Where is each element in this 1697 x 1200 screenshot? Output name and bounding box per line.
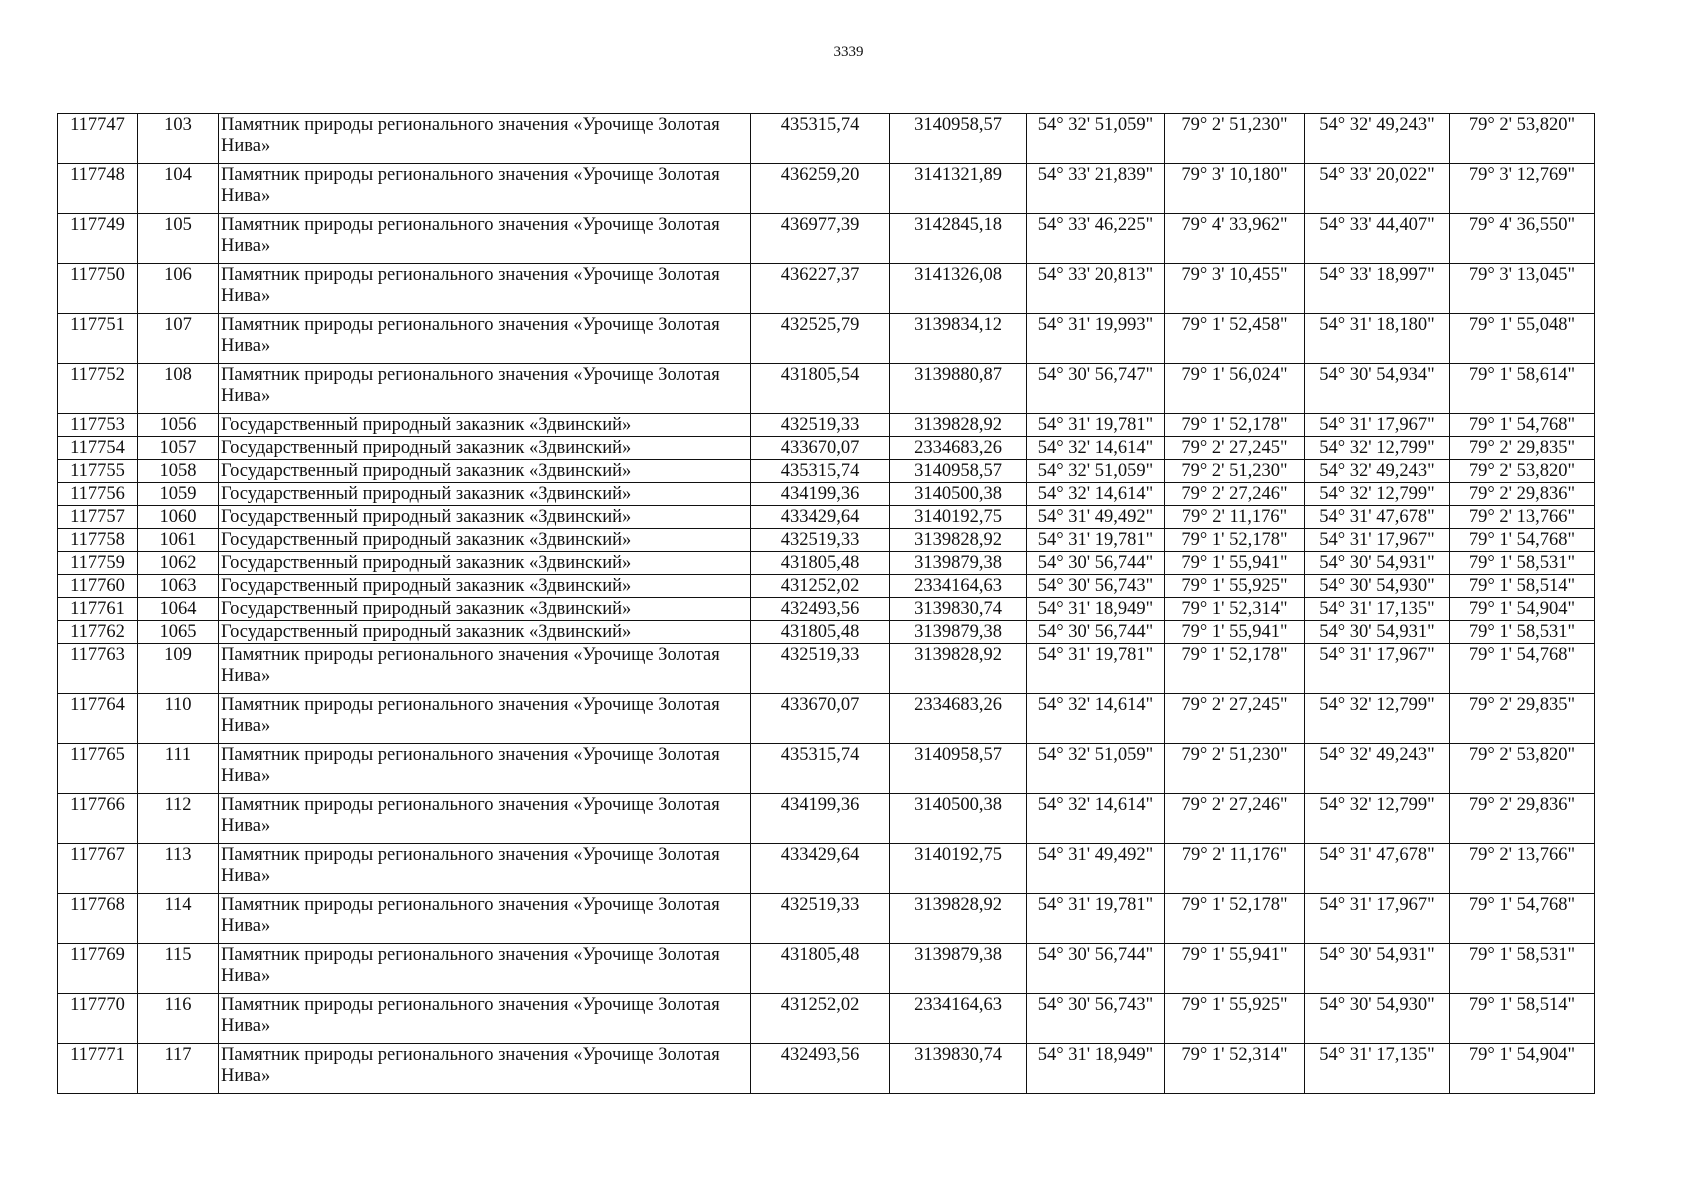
cell-record-id: 117767	[58, 844, 138, 894]
cell-longitude-2: 79° 2' 29,835"	[1450, 694, 1595, 744]
cell-latitude-1: 54° 32' 51,059"	[1027, 114, 1165, 164]
cell-coord-x: 433429,64	[751, 506, 890, 529]
cell-latitude-1: 54° 33' 20,813"	[1027, 264, 1165, 314]
cell-object-name: Памятник природы регионального значения «Урочище Золотая Нива»	[219, 214, 751, 264]
cell-longitude-1: 79° 2' 27,246"	[1165, 483, 1305, 506]
cell-coord-x: 433670,07	[751, 694, 890, 744]
cell-record-id: 117751	[58, 314, 138, 364]
cell-latitude-1: 54° 30' 56,744"	[1027, 944, 1165, 994]
cell-object-name: Памятник природы регионального значения «Урочище Золотая Нива»	[219, 894, 751, 944]
cell-record-id: 117752	[58, 364, 138, 414]
cell-longitude-2: 79° 4' 36,550"	[1450, 214, 1595, 264]
cell-point-number: 114	[138, 894, 219, 944]
cell-coord-y: 3140500,38	[890, 794, 1027, 844]
cell-latitude-1: 54° 32' 51,059"	[1027, 460, 1165, 483]
cell-object-name: Памятник природы регионального значения «Урочище Золотая Нива»	[219, 364, 751, 414]
cell-longitude-2: 79° 1' 58,531"	[1450, 552, 1595, 575]
cell-longitude-1: 79° 1' 56,024"	[1165, 364, 1305, 414]
cell-point-number: 1059	[138, 483, 219, 506]
cell-latitude-1: 54° 31' 19,781"	[1027, 894, 1165, 944]
cell-point-number: 117	[138, 1044, 219, 1094]
cell-longitude-2: 79° 1' 55,048"	[1450, 314, 1595, 364]
cell-coord-x: 432493,56	[751, 598, 890, 621]
cell-point-number: 104	[138, 164, 219, 214]
cell-object-name: Государственный природный заказник «Здвинский»	[219, 414, 751, 437]
table-row	[58, 214, 1595, 264]
cell-coord-y: 2334683,26	[890, 437, 1027, 460]
cell-object-name: Памятник природы регионального значения «Урочище Золотая Нива»	[219, 314, 751, 364]
cell-longitude-1: 79° 4' 33,962"	[1165, 214, 1305, 264]
cell-coord-y: 3140192,75	[890, 844, 1027, 894]
cell-latitude-1: 54° 30' 56,743"	[1027, 994, 1165, 1044]
cell-coord-x: 433670,07	[751, 437, 890, 460]
cell-longitude-2: 79° 1' 58,531"	[1450, 621, 1595, 644]
cell-longitude-1: 79° 2' 51,230"	[1165, 114, 1305, 164]
cell-latitude-1: 54° 31' 18,949"	[1027, 1044, 1165, 1094]
table-row	[58, 575, 1595, 598]
cell-latitude-1: 54° 32' 14,614"	[1027, 694, 1165, 744]
cell-longitude-2: 79° 1' 54,768"	[1450, 414, 1595, 437]
table-row	[58, 114, 1595, 164]
cell-point-number: 1056	[138, 414, 219, 437]
table-row	[58, 744, 1595, 794]
cell-coord-x: 436977,39	[751, 214, 890, 264]
table-row	[58, 621, 1595, 644]
cell-longitude-1: 79° 1' 55,941"	[1165, 944, 1305, 994]
cell-coord-y: 3139879,38	[890, 552, 1027, 575]
cell-coord-y: 2334164,63	[890, 575, 1027, 598]
cell-longitude-2: 79° 2' 29,836"	[1450, 483, 1595, 506]
cell-latitude-2: 54° 31' 18,180"	[1305, 314, 1450, 364]
cell-longitude-1: 79° 2' 51,230"	[1165, 744, 1305, 794]
cell-coord-y: 3139834,12	[890, 314, 1027, 364]
cell-coord-x: 431252,02	[751, 575, 890, 598]
cell-latitude-1: 54° 31' 19,781"	[1027, 644, 1165, 694]
cell-point-number: 116	[138, 994, 219, 1044]
cell-longitude-2: 79° 2' 13,766"	[1450, 506, 1595, 529]
cell-longitude-2: 79° 1' 58,514"	[1450, 994, 1595, 1044]
cell-object-name: Памятник природы регионального значения «Урочище Золотая Нива»	[219, 264, 751, 314]
cell-coord-x: 432493,56	[751, 1044, 890, 1094]
cell-longitude-2: 79° 1' 54,768"	[1450, 894, 1595, 944]
page-number: 3339	[833, 44, 864, 60]
cell-object-name: Памятник природы регионального значения «Урочище Золотая Нива»	[219, 694, 751, 744]
cell-longitude-2: 79° 1' 58,514"	[1450, 575, 1595, 598]
cell-latitude-2: 54° 30' 54,931"	[1305, 552, 1450, 575]
cell-object-name: Государственный природный заказник «Здвинский»	[219, 552, 751, 575]
cell-longitude-2: 79° 2' 53,820"	[1450, 744, 1595, 794]
cell-longitude-2: 79° 1' 54,904"	[1450, 1044, 1595, 1094]
cell-latitude-1: 54° 32' 51,059"	[1027, 744, 1165, 794]
cell-longitude-1: 79° 1' 52,178"	[1165, 414, 1305, 437]
cell-point-number: 106	[138, 264, 219, 314]
table-row	[58, 437, 1595, 460]
cell-latitude-2: 54° 33' 44,407"	[1305, 214, 1450, 264]
cell-latitude-2: 54° 32' 12,799"	[1305, 483, 1450, 506]
cell-longitude-1: 79° 3' 10,180"	[1165, 164, 1305, 214]
cell-record-id: 117770	[58, 994, 138, 1044]
cell-longitude-2: 79° 3' 13,045"	[1450, 264, 1595, 314]
cell-latitude-2: 54° 31' 17,967"	[1305, 894, 1450, 944]
cell-point-number: 107	[138, 314, 219, 364]
cell-latitude-2: 54° 31' 17,967"	[1305, 529, 1450, 552]
cell-longitude-2: 79° 2' 53,820"	[1450, 460, 1595, 483]
cell-object-name: Памятник природы регионального значения «Урочище Золотая Нива»	[219, 844, 751, 894]
cell-point-number: 1058	[138, 460, 219, 483]
cell-record-id: 117768	[58, 894, 138, 944]
cell-coord-x: 434199,36	[751, 483, 890, 506]
cell-record-id: 117760	[58, 575, 138, 598]
cell-longitude-2: 79° 2' 13,766"	[1450, 844, 1595, 894]
cell-object-name: Памятник природы регионального значения «Урочище Золотая Нива»	[219, 164, 751, 214]
cell-coord-x: 431805,54	[751, 364, 890, 414]
table-row	[58, 694, 1595, 744]
cell-latitude-1: 54° 33' 46,225"	[1027, 214, 1165, 264]
cell-record-id: 117756	[58, 483, 138, 506]
cell-longitude-1: 79° 2' 27,246"	[1165, 794, 1305, 844]
cell-record-id: 117766	[58, 794, 138, 844]
cell-coord-x: 431805,48	[751, 944, 890, 994]
cell-object-name: Государственный природный заказник «Здвинский»	[219, 460, 751, 483]
table-row	[58, 483, 1595, 506]
cell-coord-y: 3142845,18	[890, 214, 1027, 264]
cell-object-name: Памятник природы регионального значения «Урочище Золотая Нива»	[219, 744, 751, 794]
cell-longitude-1: 79° 2' 11,176"	[1165, 506, 1305, 529]
cell-coord-y: 3139828,92	[890, 644, 1027, 694]
cell-record-id: 117759	[58, 552, 138, 575]
cell-point-number: 1063	[138, 575, 219, 598]
cell-coord-y: 3140192,75	[890, 506, 1027, 529]
cell-point-number: 105	[138, 214, 219, 264]
cell-longitude-1: 79° 1' 55,925"	[1165, 575, 1305, 598]
cell-object-name: Государственный природный заказник «Здвинский»	[219, 575, 751, 598]
cell-record-id: 117753	[58, 414, 138, 437]
cell-coord-x: 436259,20	[751, 164, 890, 214]
cell-coord-y: 3141321,89	[890, 164, 1027, 214]
table-row	[58, 552, 1595, 575]
cell-coord-x: 434199,36	[751, 794, 890, 844]
cell-latitude-1: 54° 30' 56,747"	[1027, 364, 1165, 414]
cell-longitude-2: 79° 1' 54,768"	[1450, 529, 1595, 552]
cell-longitude-1: 79° 1' 52,458"	[1165, 314, 1305, 364]
cell-coord-y: 3139879,38	[890, 621, 1027, 644]
cell-object-name: Государственный природный заказник «Здвинский»	[219, 598, 751, 621]
cell-latitude-1: 54° 30' 56,744"	[1027, 552, 1165, 575]
cell-point-number: 108	[138, 364, 219, 414]
cell-latitude-2: 54° 30' 54,931"	[1305, 944, 1450, 994]
cell-coord-x: 431805,48	[751, 621, 890, 644]
cell-longitude-1: 79° 1' 52,178"	[1165, 894, 1305, 944]
cell-longitude-2: 79° 1' 58,614"	[1450, 364, 1595, 414]
table-row	[58, 364, 1595, 414]
cell-latitude-2: 54° 32' 12,799"	[1305, 437, 1450, 460]
cell-longitude-2: 79° 3' 12,769"	[1450, 164, 1595, 214]
cell-longitude-1: 79° 2' 27,245"	[1165, 437, 1305, 460]
cell-latitude-1: 54° 31' 19,993"	[1027, 314, 1165, 364]
cell-object-name: Государственный природный заказник «Здвинский»	[219, 437, 751, 460]
cell-latitude-2: 54° 31' 17,135"	[1305, 1044, 1450, 1094]
cell-longitude-1: 79° 1' 55,941"	[1165, 621, 1305, 644]
cell-longitude-1: 79° 1' 52,178"	[1165, 644, 1305, 694]
cell-latitude-2: 54° 30' 54,934"	[1305, 364, 1450, 414]
cell-longitude-2: 79° 1' 58,531"	[1450, 944, 1595, 994]
table-row	[58, 164, 1595, 214]
cell-coord-x: 433429,64	[751, 844, 890, 894]
cell-latitude-2: 54° 30' 54,930"	[1305, 575, 1450, 598]
cell-latitude-1: 54° 31' 49,492"	[1027, 506, 1165, 529]
cell-latitude-1: 54° 32' 14,614"	[1027, 483, 1165, 506]
cell-point-number: 1061	[138, 529, 219, 552]
cell-longitude-1: 79° 2' 51,230"	[1165, 460, 1305, 483]
cell-coord-x: 435315,74	[751, 460, 890, 483]
cell-latitude-2: 54° 32' 49,243"	[1305, 744, 1450, 794]
cell-point-number: 110	[138, 694, 219, 744]
cell-longitude-1: 79° 3' 10,455"	[1165, 264, 1305, 314]
cell-record-id: 117757	[58, 506, 138, 529]
cell-longitude-1: 79° 1' 52,178"	[1165, 529, 1305, 552]
cell-latitude-1: 54° 31' 19,781"	[1027, 529, 1165, 552]
cell-coord-y: 3139830,74	[890, 598, 1027, 621]
cell-longitude-2: 79° 2' 29,836"	[1450, 794, 1595, 844]
cell-latitude-2: 54° 33' 18,997"	[1305, 264, 1450, 314]
cell-coord-x: 432519,33	[751, 644, 890, 694]
cell-coord-y: 3140958,57	[890, 114, 1027, 164]
cell-point-number: 1062	[138, 552, 219, 575]
table-row	[58, 944, 1595, 994]
cell-object-name: Памятник природы регионального значения «Урочище Золотая Нива»	[219, 994, 751, 1044]
cell-point-number: 112	[138, 794, 219, 844]
cell-record-id: 117762	[58, 621, 138, 644]
coordinates-table	[57, 113, 1595, 1094]
cell-coord-y: 2334164,63	[890, 994, 1027, 1044]
cell-coord-x: 432519,33	[751, 529, 890, 552]
cell-coord-x: 432525,79	[751, 314, 890, 364]
cell-point-number: 103	[138, 114, 219, 164]
cell-point-number: 1057	[138, 437, 219, 460]
cell-object-name: Памятник природы регионального значения «Урочище Золотая Нива»	[219, 644, 751, 694]
cell-longitude-1: 79° 2' 27,245"	[1165, 694, 1305, 744]
cell-latitude-2: 54° 32' 12,799"	[1305, 694, 1450, 744]
cell-point-number: 113	[138, 844, 219, 894]
cell-latitude-2: 54° 33' 20,022"	[1305, 164, 1450, 214]
cell-longitude-1: 79° 1' 55,941"	[1165, 552, 1305, 575]
cell-coord-x: 432519,33	[751, 414, 890, 437]
cell-latitude-1: 54° 30' 56,743"	[1027, 575, 1165, 598]
cell-record-id: 117771	[58, 1044, 138, 1094]
cell-latitude-1: 54° 30' 56,744"	[1027, 621, 1165, 644]
cell-record-id: 117754	[58, 437, 138, 460]
cell-coord-y: 3139828,92	[890, 414, 1027, 437]
cell-latitude-1: 54° 31' 18,949"	[1027, 598, 1165, 621]
cell-latitude-1: 54° 32' 14,614"	[1027, 794, 1165, 844]
table-row	[58, 644, 1595, 694]
cell-latitude-2: 54° 31' 47,678"	[1305, 506, 1450, 529]
cell-record-id: 117749	[58, 214, 138, 264]
cell-object-name: Памятник природы регионального значения «Урочище Золотая Нива»	[219, 794, 751, 844]
table-row	[58, 994, 1595, 1044]
cell-latitude-2: 54° 32' 49,243"	[1305, 460, 1450, 483]
cell-coord-y: 3141326,08	[890, 264, 1027, 314]
cell-coord-x: 436227,37	[751, 264, 890, 314]
table-row	[58, 1044, 1595, 1094]
cell-longitude-1: 79° 2' 11,176"	[1165, 844, 1305, 894]
cell-longitude-1: 79° 1' 52,314"	[1165, 1044, 1305, 1094]
table-row	[58, 264, 1595, 314]
cell-coord-y: 2334683,26	[890, 694, 1027, 744]
cell-object-name: Государственный природный заказник «Здвинский»	[219, 529, 751, 552]
cell-coord-y: 3139880,87	[890, 364, 1027, 414]
cell-record-id: 117764	[58, 694, 138, 744]
cell-object-name: Памятник природы регионального значения «Урочище Золотая Нива»	[219, 114, 751, 164]
cell-record-id: 117769	[58, 944, 138, 994]
cell-record-id: 117747	[58, 114, 138, 164]
cell-record-id: 117763	[58, 644, 138, 694]
cell-latitude-2: 54° 30' 54,930"	[1305, 994, 1450, 1044]
cell-point-number: 1065	[138, 621, 219, 644]
cell-coord-y: 3140958,57	[890, 460, 1027, 483]
cell-record-id: 117755	[58, 460, 138, 483]
cell-latitude-1: 54° 31' 19,781"	[1027, 414, 1165, 437]
cell-coord-y: 3139830,74	[890, 1044, 1027, 1094]
cell-point-number: 115	[138, 944, 219, 994]
cell-latitude-2: 54° 31' 17,967"	[1305, 414, 1450, 437]
cell-point-number: 109	[138, 644, 219, 694]
cell-record-id: 117765	[58, 744, 138, 794]
cell-latitude-2: 54° 30' 54,931"	[1305, 621, 1450, 644]
cell-longitude-1: 79° 1' 55,925"	[1165, 994, 1305, 1044]
cell-point-number: 1064	[138, 598, 219, 621]
cell-coord-y: 3139828,92	[890, 529, 1027, 552]
cell-latitude-2: 54° 31' 17,967"	[1305, 644, 1450, 694]
cell-record-id: 117758	[58, 529, 138, 552]
cell-object-name: Памятник природы регионального значения «Урочище Золотая Нива»	[219, 944, 751, 994]
cell-longitude-2: 79° 2' 29,835"	[1450, 437, 1595, 460]
cell-longitude-2: 79° 1' 54,904"	[1450, 598, 1595, 621]
table-row	[58, 598, 1595, 621]
table-row	[58, 460, 1595, 483]
cell-coord-x: 435315,74	[751, 114, 890, 164]
cell-object-name: Государственный природный заказник «Здвинский»	[219, 483, 751, 506]
cell-coord-x: 435315,74	[751, 744, 890, 794]
cell-coord-x: 431252,02	[751, 994, 890, 1044]
cell-latitude-2: 54° 31' 17,135"	[1305, 598, 1450, 621]
cell-longitude-2: 79° 2' 53,820"	[1450, 114, 1595, 164]
cell-latitude-1: 54° 33' 21,839"	[1027, 164, 1165, 214]
table-row	[58, 506, 1595, 529]
table-row	[58, 794, 1595, 844]
table-row	[58, 314, 1595, 364]
cell-latitude-2: 54° 31' 47,678"	[1305, 844, 1450, 894]
cell-latitude-2: 54° 32' 12,799"	[1305, 794, 1450, 844]
table-row	[58, 529, 1595, 552]
cell-object-name: Государственный природный заказник «Здвинский»	[219, 506, 751, 529]
cell-record-id: 117748	[58, 164, 138, 214]
cell-point-number: 1060	[138, 506, 219, 529]
cell-record-id: 117761	[58, 598, 138, 621]
cell-point-number: 111	[138, 744, 219, 794]
cell-coord-y: 3139879,38	[890, 944, 1027, 994]
cell-longitude-2: 79° 1' 54,768"	[1450, 644, 1595, 694]
cell-latitude-1: 54° 31' 49,492"	[1027, 844, 1165, 894]
cell-latitude-2: 54° 32' 49,243"	[1305, 114, 1450, 164]
table-body	[58, 114, 1595, 1094]
cell-coord-y: 3140958,57	[890, 744, 1027, 794]
cell-record-id: 117750	[58, 264, 138, 314]
cell-object-name: Памятник природы регионального значения «Урочище Золотая Нива»	[219, 1044, 751, 1094]
cell-coord-x: 432519,33	[751, 894, 890, 944]
cell-object-name: Государственный природный заказник «Здвинский»	[219, 621, 751, 644]
cell-coord-x: 431805,48	[751, 552, 890, 575]
cell-latitude-1: 54° 32' 14,614"	[1027, 437, 1165, 460]
table-row	[58, 894, 1595, 944]
table-row	[58, 844, 1595, 894]
cell-longitude-1: 79° 1' 52,314"	[1165, 598, 1305, 621]
cell-coord-y: 3139828,92	[890, 894, 1027, 944]
cell-coord-y: 3140500,38	[890, 483, 1027, 506]
table-row	[58, 414, 1595, 437]
